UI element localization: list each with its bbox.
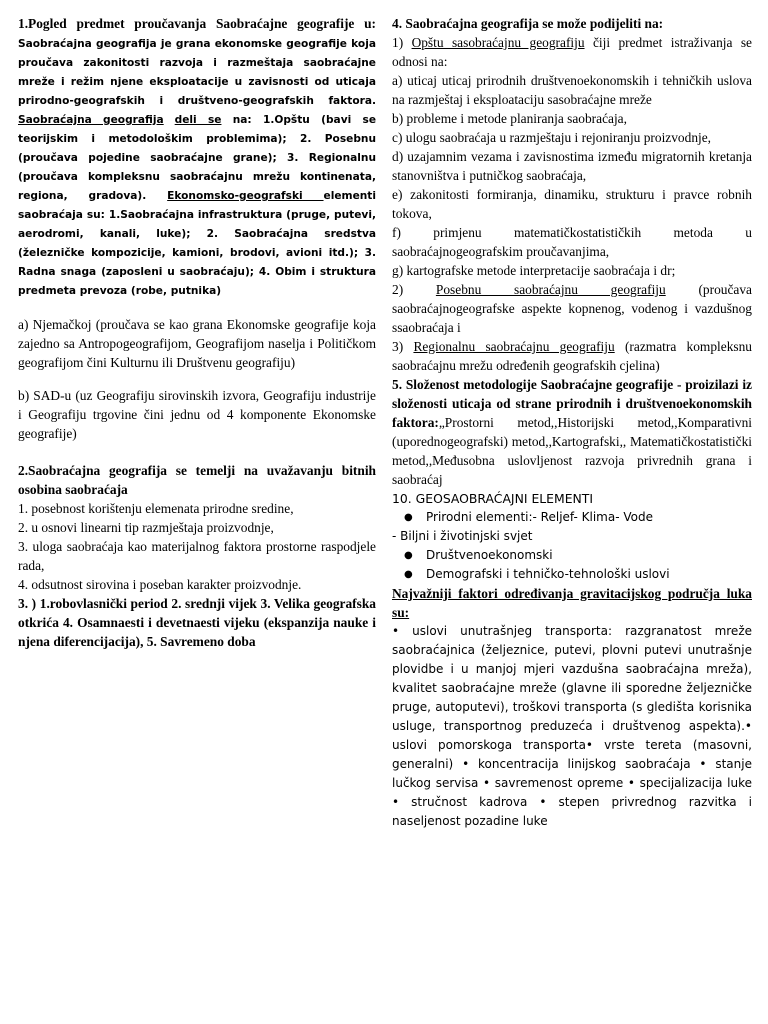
section-4-regionalna <box>392 337 752 375</box>
section-2-item-1: 1. posebnost korištenju elemenata prirodne sredine, <box>18 501 294 516</box>
section-5-heading: 5. Složenost metodologije Saobraćajne geografije - proizilazi iz složenosti uticaja od strane prirodnih i društvenoekonomskih faktora: <box>392 377 752 430</box>
section-1-elements: elementi saobraćaja su: 1.Saobraćajna infrastruktura (pruge, putevi, aerodromi, kanali, luke); 2. Saobraćajna sredstva (železničke kompozicije, kamioni, brodovi, avioni itd.); 3. Radna snaga (zaposleni u saobraćaju); 4. Obim i struktura predmeta prevoza (robe, putnika) <box>18 190 376 297</box>
section-4-opsta-rest: čiji predmet istraživanja se odnosi na: <box>392 35 752 69</box>
geo-elements-list <box>392 508 752 527</box>
opsta-item-d: d) uzajamnim vezama i zavisnostima između migratornih kretanja stanovništva i putničkog saobraćaja, <box>392 149 752 183</box>
section-2-item-3: 3. uloga saobraćaja kao materijalnog faktora prostorne raspodjele rada, <box>18 539 376 573</box>
section-4-posebna-rest: (proučava saobraćajnogeografske aspekte kopnenog, vodenog i vazdušnog ssaobraćaja i <box>392 282 752 335</box>
item-number: 3) <box>392 339 414 354</box>
term-deli-se: deli se <box>174 114 222 126</box>
opsta-item-f: f) primjenu matematičkostatističkih metoda u saobraćajnogeografskim proučavanjima, <box>392 225 752 259</box>
item-number: 2) <box>392 282 436 297</box>
opsta-item-a: a) uticaj uticaj prirodnih društvenoekonomskih i tehničkih uslova na razmještaj i eksploataciju sasobraćajne mreže <box>392 73 752 107</box>
right-column <box>392 14 752 831</box>
paragraph-b-sad: b) SAD-u (uz Geografiju sirovinskih izvora, Geografiju industrije i Geografiju trgovine čini jednu od 4 komponente Ekonomske geografije) <box>18 388 376 441</box>
left-column <box>18 14 376 651</box>
list-item-demografski: ● Demografski i tehničko-tehnološki uslovi <box>426 565 752 584</box>
term-ekonomsko-geografski: Ekonomsko-geografski <box>167 190 324 202</box>
paragraph-a-njemacka: a) Njemačkoj (proučava se kao grana Ekonomske geografije koja zajedno sa Antropogeografijom, Geografijom naselja i Političkom geografijom čini Kulturnu ili Društvenu geografiju) <box>18 317 376 370</box>
list-item-drustvenoekonomski: ● Društvenoekonomski <box>426 546 752 565</box>
item-number: 1) <box>392 35 412 50</box>
section-2-item-4: 4. odsutnost sirovina i poseban karakter proizvodnje. <box>18 577 302 592</box>
section-5 <box>392 375 752 489</box>
opsta-item-b: b) probleme i metode planiranja saobraćaja, <box>392 111 627 126</box>
term-saobracajna-geografija: Saobraćajna geografija <box>18 114 164 126</box>
opsta-item-e: e) zakonitosti formiranja, dinamiku, strukturu i pravce robnih tokova, <box>392 187 752 221</box>
section-5-methods: „Prostorni metod,,Historijski metod,,Komparativni (uporednogeografski) metod,,Kartografski,, Matematičkostatistički metod,,Međusobna uslovljenost razvoja privrednih grana i saobraćaj <box>392 415 752 487</box>
section-1 <box>18 14 376 301</box>
section-1-heading: 1.Pogled predmet proučavanja Saobraćajne geografije u: <box>18 16 376 31</box>
list-item-prirodni-cont: - Biljni i životinjski svjet <box>392 529 533 543</box>
list-item-prirodni: ● Prirodni elementi:- Reljef- Klima- Vode <box>426 508 752 527</box>
section-1-division: na: 1.Opštu (bavi se teorijskim i metodološkim problemima); 2. Posebnu (proučava pojedine saobraćajne grane); 3. Regionalnu (proučava kompleksnu saobraćajnu mrežu kontinenata, regiona, gradova). <box>18 114 377 202</box>
section-2-item-2: 2. u osnovi linearni tip razmještaja proizvodnje, <box>18 520 274 535</box>
section-gravitacija-heading: Najvažniji faktori određivanja gravitacijskog područja luka su: <box>392 586 752 620</box>
section-4-posebna <box>392 280 752 337</box>
section-2-heading: 2.Saobraćajna geografija se temelji na uvažavanju bitnih osobina saobraćaja <box>18 463 376 497</box>
opsta-item-g: g) kartografske metode interpretacije saobraćaja i dr; <box>392 263 676 278</box>
term-opsta-geografija: Opštu sasobraćajnu geografiju <box>411 35 585 50</box>
opsta-item-c: c) ulogu saobraćaja u razmještaju i rejoniranju proizvodnje, <box>392 130 712 145</box>
term-posebna-geografija: Posebnu saobraćajnu geografiju <box>435 282 666 297</box>
section-10-heading: 10. GEOSAOBRAĆAJNI ELEMENTI <box>392 491 594 506</box>
section-3-periods: 3. ) 1.robovlasnički period 2. srednji vijek 3. Velika geografska otkrića 4. Osamnaesti i devetnaesti vijeku (ekspanzija nauke i njena diferencijacija), 5. Savremeno doba <box>18 596 376 649</box>
geo-elements-list-2 <box>392 546 752 584</box>
section-4-opsta <box>392 33 752 71</box>
section-4-regionalna-rest: (razmatra kompleksnu saobraćajnu mrežu određenih geografskih cjelina) <box>392 339 752 373</box>
section-gravitacija-text: • uslovi unutrašnjeg transporta: razgranatost mreže saobraćajnica (željeznice, putevi, plovni putevi unutrašnje plovidbe i u manjoj mjeri vazdušna saobraćajna mreža), kvalitet saobraćajne mreže (glavne ili sporedne željezničke pruge, autoputevi), troškovi transporta (s gledišta korisnika usluge, transportnog preduzeća i društvenog aspekta).• uslovi pomorskoga transporta• vrste tereta (masovni, generalni) • koncentracija linijskog saobraćaja • stanje lučkog servisa • savremenost opreme • specijalizacija luke • stručnost kadrova • stepen privrednog razvitka i naseljenost pozadine luke <box>392 624 752 828</box>
term-gap <box>164 114 175 126</box>
term-regionalna-geografija: Regionalnu saobraćajnu geografiju <box>413 339 615 354</box>
section-1-intro: Saobraćajna geografija je grana ekonomske geografije koja proučava zakonitosti razvoja i razmeštaja saobraćajne mreže i režim njene eksploatacije u zavisnosti od uticaja prirodno-geografskih i društveno-geografskih faktora. <box>18 38 376 107</box>
section-4-heading: 4. Saobraćajna geografija se može podijeliti na: <box>392 16 664 31</box>
